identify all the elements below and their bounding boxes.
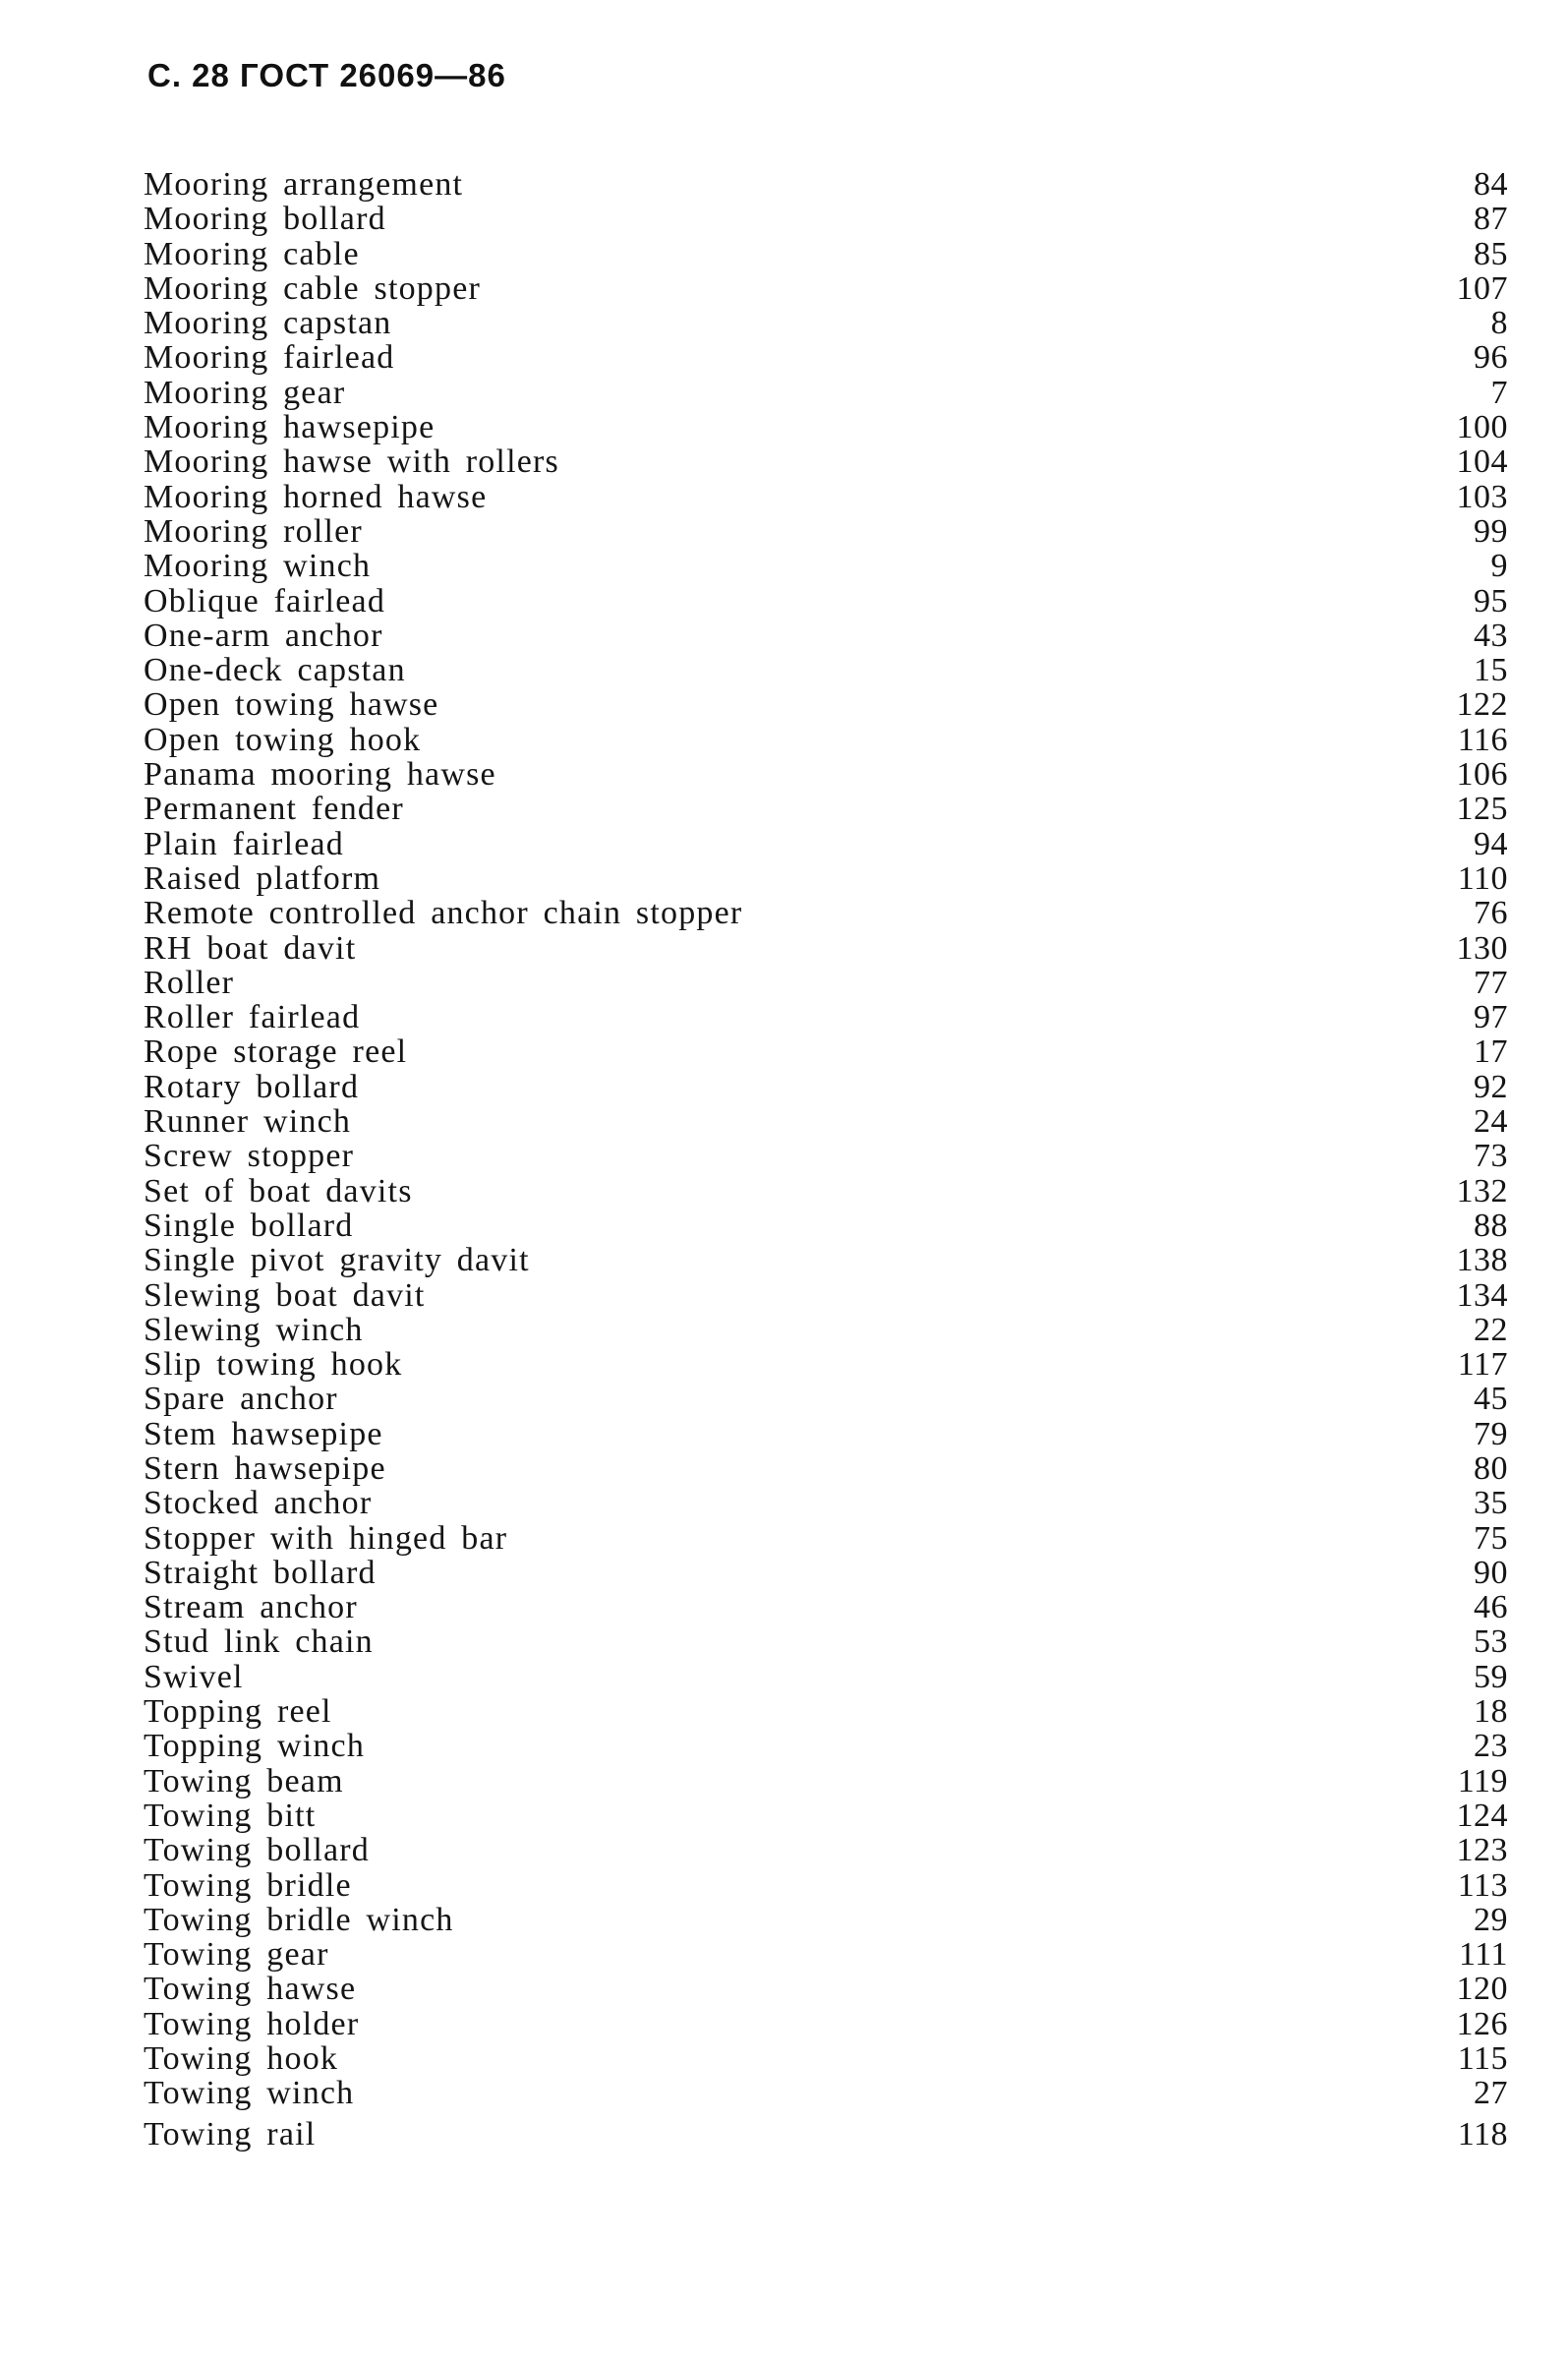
index-page-number: 88 xyxy=(1474,1207,1508,1244)
index-entry xyxy=(144,271,1508,306)
index-entry xyxy=(144,1278,1508,1313)
index-entry xyxy=(144,2117,1508,2152)
index-term: Towing bridle xyxy=(144,1866,352,1904)
index-term: Slewing boat davit xyxy=(144,1276,426,1314)
index-entry xyxy=(144,1174,1508,1209)
index-term: Towing winch xyxy=(144,2075,355,2112)
index-term: Roller xyxy=(144,964,235,1001)
index-page-number: 116 xyxy=(1457,721,1508,758)
index-term: Rope storage reel xyxy=(144,1033,408,1071)
index-term: Towing bridle winch xyxy=(144,1901,454,1938)
index-page-number: 94 xyxy=(1474,825,1508,862)
index-term: Raised platform xyxy=(144,859,381,897)
index-page-number: 77 xyxy=(1474,964,1508,1001)
index-page-number: 9 xyxy=(1490,548,1508,585)
index-page-number: 79 xyxy=(1474,1415,1508,1452)
index-page-number: 45 xyxy=(1474,1381,1508,1418)
index-entry xyxy=(144,1833,1508,1867)
index-entry xyxy=(144,480,1508,514)
index-entry xyxy=(144,1694,1508,1729)
index-entry xyxy=(144,1347,1508,1382)
index-term: Remote controlled anchor chain stopper xyxy=(144,895,743,932)
index-term: Set of boat davits xyxy=(144,1172,413,1209)
index-term: Topping reel xyxy=(144,1693,332,1731)
index-page-number: 80 xyxy=(1474,1449,1508,1487)
index-page-number: 113 xyxy=(1457,1866,1508,1904)
index-term: Mooring cable stopper xyxy=(144,269,482,307)
index-page-number: 134 xyxy=(1456,1276,1508,1314)
index-term: Oblique fairlead xyxy=(144,582,386,619)
index-entry xyxy=(144,1243,1508,1277)
index-term: Swivel xyxy=(144,1658,244,1695)
index-page-number: 138 xyxy=(1456,1242,1508,1279)
index-entry xyxy=(144,1382,1508,1416)
index-entry xyxy=(144,2041,1508,2076)
index-entry xyxy=(144,966,1508,1000)
index-term: Single bollard xyxy=(144,1207,354,1244)
index-entry xyxy=(144,1034,1508,1069)
index-entry xyxy=(144,237,1508,271)
index-term: Mooring roller xyxy=(144,512,363,550)
index-term: Stem hawsepipe xyxy=(144,1415,383,1452)
index-page-number: 132 xyxy=(1456,1172,1508,1209)
index-term: Single pivot gravity davit xyxy=(144,1242,530,1279)
index-term: Towing rail xyxy=(144,2115,317,2153)
index-entry xyxy=(144,1486,1508,1520)
index-page-number: 130 xyxy=(1456,929,1508,967)
index-term: Slewing winch xyxy=(144,1311,364,1348)
index-entry xyxy=(144,723,1508,757)
index-page-number: 17 xyxy=(1474,1033,1508,1071)
index-term: Mooring cable xyxy=(144,235,360,272)
index-entry xyxy=(144,1764,1508,1799)
index-term: Towing gear xyxy=(144,1936,329,1974)
index-term: Panama mooring hawse xyxy=(144,756,496,794)
index-entry xyxy=(144,1590,1508,1624)
index-page-number: 103 xyxy=(1456,478,1508,515)
index-page-number: 84 xyxy=(1474,166,1508,203)
index-entry xyxy=(144,1451,1508,1486)
index-entry xyxy=(144,861,1508,896)
index-term: Plain fairlead xyxy=(144,825,345,862)
index-entry xyxy=(144,202,1508,236)
index-entry xyxy=(144,827,1508,861)
index-term: Spare anchor xyxy=(144,1381,338,1418)
index-page-number: 87 xyxy=(1474,201,1508,238)
index-page-number: 111 xyxy=(1459,1936,1508,1974)
index-entry xyxy=(144,1660,1508,1694)
index-page-number: 110 xyxy=(1457,859,1508,897)
index-term: Stern hawsepipe xyxy=(144,1449,386,1487)
index-entry xyxy=(144,584,1508,619)
index-entry xyxy=(144,1000,1508,1034)
index-page-number: 117 xyxy=(1457,1346,1508,1384)
index-term: One-deck capstan xyxy=(144,652,406,689)
index-entry xyxy=(144,757,1508,792)
index-term: Topping winch xyxy=(144,1728,366,1765)
index-page-number: 99 xyxy=(1474,512,1508,550)
index-term: RH boat davit xyxy=(144,929,357,967)
index-page-number: 59 xyxy=(1474,1658,1508,1695)
index-entry xyxy=(144,1104,1508,1139)
index-entry xyxy=(144,340,1508,375)
index-page-number: 46 xyxy=(1474,1589,1508,1626)
index-term: Stream anchor xyxy=(144,1589,358,1626)
index-term: Mooring hawsepipe xyxy=(144,409,436,446)
index-term: Mooring fairlead xyxy=(144,339,395,377)
index-page-number: 104 xyxy=(1456,443,1508,481)
index-term: Towing hawse xyxy=(144,1971,357,2008)
index-term: Stud link chain xyxy=(144,1623,374,1661)
index-page-number: 73 xyxy=(1474,1138,1508,1175)
index-entry xyxy=(144,444,1508,479)
index-page-number: 107 xyxy=(1456,269,1508,307)
index-page-number: 96 xyxy=(1474,339,1508,377)
index-page-number: 23 xyxy=(1474,1728,1508,1765)
index-page-number: 118 xyxy=(1457,2115,1508,2153)
index-page-number: 126 xyxy=(1456,2005,1508,2042)
index-entry xyxy=(144,1139,1508,1173)
index-entry xyxy=(144,2007,1508,2041)
index-entry xyxy=(144,792,1508,826)
index-page-number: 120 xyxy=(1456,1971,1508,2008)
index-entry xyxy=(144,1729,1508,1763)
index-page-number: 106 xyxy=(1456,756,1508,794)
index-page-number: 29 xyxy=(1474,1901,1508,1938)
index-term: Slip towing hook xyxy=(144,1346,403,1384)
index-term: Mooring capstan xyxy=(144,305,392,342)
index-term: Mooring hawse with rollers xyxy=(144,443,559,481)
index-page-number: 22 xyxy=(1474,1311,1508,1348)
index-entry xyxy=(144,619,1508,653)
index-page-number: 97 xyxy=(1474,999,1508,1036)
index-term: Towing beam xyxy=(144,1762,344,1799)
index-page-number: 76 xyxy=(1474,895,1508,932)
index-entry xyxy=(144,687,1508,722)
index-term: Open towing hawse xyxy=(144,686,439,724)
index-entry xyxy=(144,931,1508,966)
index-term: Stocked anchor xyxy=(144,1485,373,1522)
index-entry xyxy=(144,1521,1508,1556)
index-term: Towing bollard xyxy=(144,1832,371,1869)
index-term: Open towing hook xyxy=(144,721,422,758)
index-entry xyxy=(144,1937,1508,1972)
index-page-number: 18 xyxy=(1474,1693,1508,1731)
index-term: Mooring bollard xyxy=(144,201,386,238)
index-entry xyxy=(144,1972,1508,2006)
index-term: Towing bitt xyxy=(144,1797,317,1834)
index-entry xyxy=(144,410,1508,444)
index-term: Permanent fender xyxy=(144,791,404,828)
index-page-number: 8 xyxy=(1490,305,1508,342)
index-list xyxy=(144,167,1508,2152)
index-term: Straight bollard xyxy=(144,1554,377,1591)
index-page-number: 35 xyxy=(1474,1485,1508,1522)
index-entry xyxy=(144,2076,1508,2110)
index-page-number: 27 xyxy=(1474,2075,1508,2112)
index-term: Runner winch xyxy=(144,1103,352,1141)
index-page-number: 100 xyxy=(1456,409,1508,446)
index-entry xyxy=(144,514,1508,549)
index-term: One-arm anchor xyxy=(144,617,383,654)
index-entry xyxy=(144,896,1508,930)
index-page-number: 7 xyxy=(1490,374,1508,411)
index-page-number: 122 xyxy=(1456,686,1508,724)
index-entry xyxy=(144,1417,1508,1451)
index-entry xyxy=(144,376,1508,410)
index-entry xyxy=(144,1209,1508,1243)
index-term: Towing hook xyxy=(144,2040,339,2078)
index-entry xyxy=(144,1556,1508,1590)
index-page-number: 123 xyxy=(1456,1832,1508,1869)
index-term: Mooring arrangement xyxy=(144,166,464,203)
index-entry xyxy=(144,1624,1508,1659)
index-entry xyxy=(144,1313,1508,1347)
index-page-number: 43 xyxy=(1474,617,1508,654)
index-page-number: 53 xyxy=(1474,1623,1508,1661)
index-entry xyxy=(144,167,1508,202)
index-page-number: 92 xyxy=(1474,1068,1508,1105)
index-entry xyxy=(144,549,1508,583)
index-page-number: 15 xyxy=(1474,652,1508,689)
page-header: С. 28 ГОСТ 26069—86 xyxy=(147,57,506,93)
index-page-number: 124 xyxy=(1456,1797,1508,1834)
index-entry xyxy=(144,1868,1508,1903)
index-entry xyxy=(144,1799,1508,1833)
index-term: Roller fairlead xyxy=(144,999,361,1036)
index-entry xyxy=(144,653,1508,687)
index-term: Towing holder xyxy=(144,2005,360,2042)
index-page-number: 90 xyxy=(1474,1554,1508,1591)
index-page-number: 125 xyxy=(1456,791,1508,828)
index-entry xyxy=(144,1070,1508,1104)
index-entry xyxy=(144,1903,1508,1937)
index-page-number: 24 xyxy=(1474,1103,1508,1141)
index-page-number: 95 xyxy=(1474,582,1508,619)
index-term: Rotary bollard xyxy=(144,1068,360,1105)
index-page-number: 75 xyxy=(1474,1519,1508,1557)
index-term: Mooring winch xyxy=(144,548,372,585)
index-page-number: 119 xyxy=(1457,1762,1508,1799)
index-page-number: 115 xyxy=(1457,2040,1508,2078)
index-term: Mooring horned hawse xyxy=(144,478,488,515)
index-page-number: 85 xyxy=(1474,235,1508,272)
index-entry xyxy=(144,306,1508,340)
index-term: Mooring gear xyxy=(144,374,346,411)
index-term: Screw stopper xyxy=(144,1138,355,1175)
index-term: Stopper with hinged bar xyxy=(144,1519,508,1557)
